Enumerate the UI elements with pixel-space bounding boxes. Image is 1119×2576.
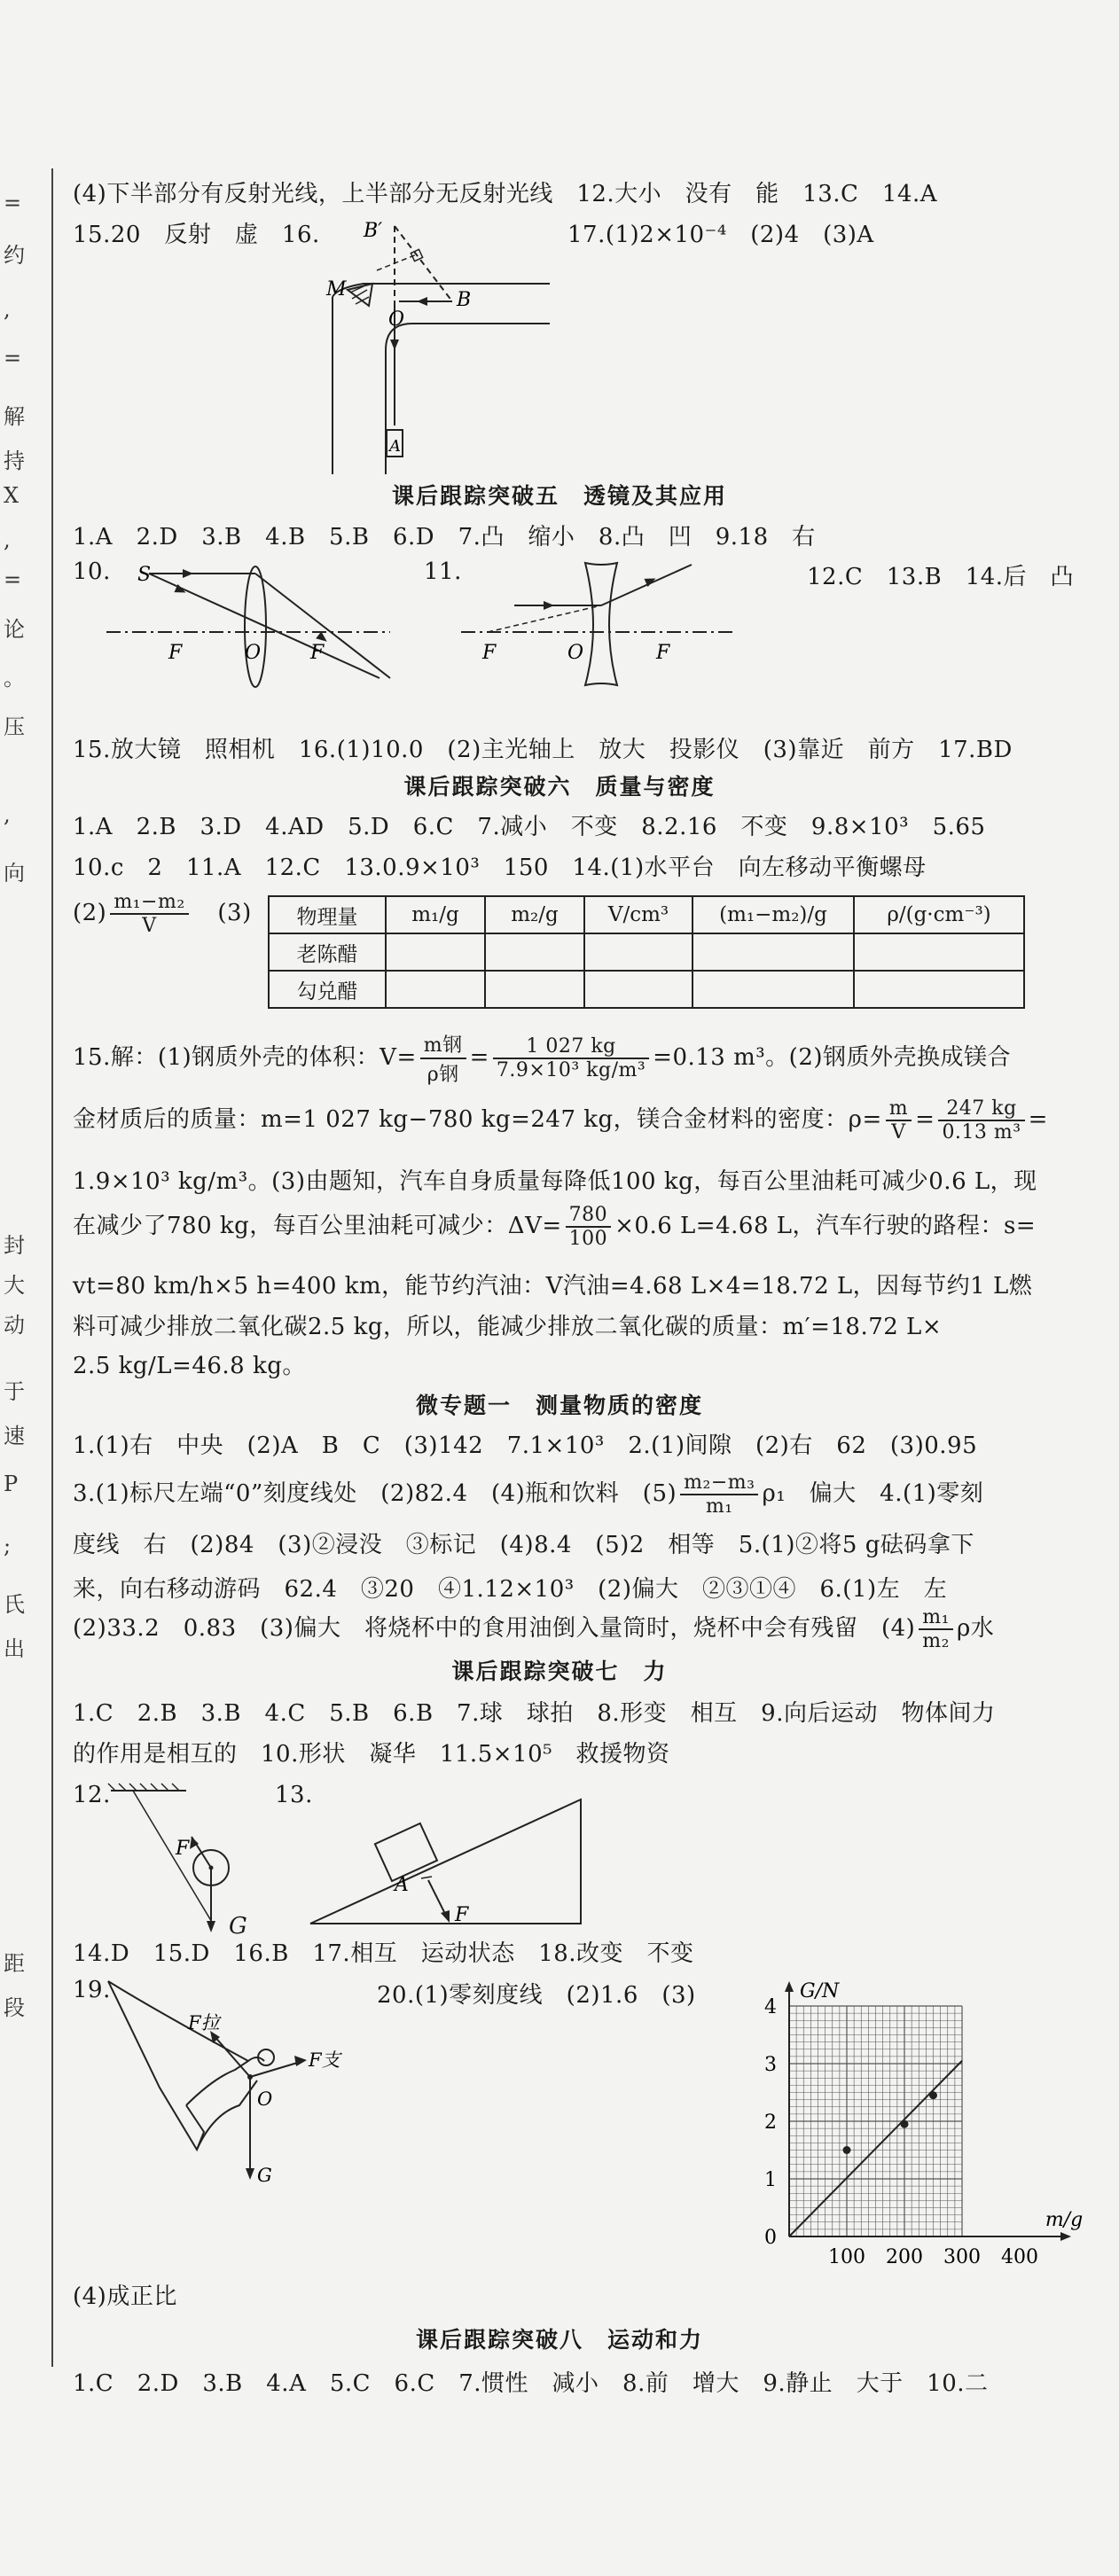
table-cell [584, 933, 693, 971]
g-m-graph [736, 1966, 1084, 2276]
fraction-denominator: ρ钢 [426, 1064, 459, 1086]
margin-char: 于 [4, 1379, 25, 1404]
table-header-cell: (m₁−m₂)/g [693, 896, 854, 933]
answer-line [73, 891, 252, 937]
y-tick-label: 1 [764, 2169, 777, 2191]
answer-line: 1.C 2.D 3.B 4.A 5.C 6.C 7.惯性 减小 8.前 增大 9.静止 大于 10.二 [73, 2370, 989, 2397]
label-f-left: F [482, 642, 497, 664]
answer-line: 10. [73, 558, 111, 585]
y-tick-label: 3 [764, 2054, 777, 2076]
left-margin-fragments [0, 133, 35, 2127]
table-header-cell: ρ/(g·cm⁻³) [854, 896, 1024, 933]
answer-line: 的作用是相互的 10.形状 凝华 11.5×10⁵ 救援物资 [73, 1741, 670, 1768]
label-f-right: F [310, 642, 325, 664]
label-m: M [326, 278, 347, 301]
margin-char: 压 [4, 714, 25, 739]
y-tick-label: 4 [764, 1996, 777, 2018]
label-f-pull: F拉 [188, 2012, 220, 2033]
label-f: F [176, 1838, 190, 1860]
fraction-numerator: m₂−m₃ [680, 1471, 758, 1495]
figure-13-block-on-incline [306, 1795, 590, 1928]
text: ×0.6 L=4.68 L，汽车行驶的路程：s= [614, 1213, 1037, 1239]
answer-line: vt=80 km/h×5 h=400 km，能节约汽油：V汽油=4.68 L×4=18.72 L，因每节约1 L燃 [73, 1273, 1033, 1300]
table-header-cell: V/cm³ [584, 896, 693, 933]
section-heading: 课后跟踪突破八 运动和力 [415, 2327, 703, 2353]
line-suffix: (3) [217, 900, 252, 926]
answer-line [73, 1471, 983, 1518]
margin-char: 论 [4, 617, 25, 642]
margin-char: = [4, 346, 22, 371]
figure-19-rock-climber [98, 1981, 381, 2212]
fraction-numerator: 1 027 kg [493, 1035, 649, 1059]
text: ρ₁ 偏大 4.(1)零刻 [762, 1480, 984, 1507]
answer-line: (4)成正比 [73, 2283, 177, 2310]
text: ρ水 [956, 1615, 995, 1642]
margin-char: 速 [4, 1424, 25, 1448]
fraction [493, 1035, 649, 1081]
margin-char: 段 [4, 1995, 25, 2020]
y-axis-arrow [785, 1981, 794, 1992]
data-point [929, 2091, 937, 2099]
fraction [919, 1606, 953, 1652]
table-header-cell: m₂/g [485, 896, 584, 933]
x-tick-label: 100 [828, 2246, 865, 2268]
table-header-cell: 物理量 [269, 896, 386, 933]
figure-11-concave-lens [452, 554, 745, 687]
margin-char: 持 [4, 449, 25, 473]
answer-line: 14.D 15.D 16.B 17.相互 运动状态 18.改变 不变 [73, 1940, 694, 1967]
answer-line [73, 1097, 1048, 1144]
label-o: O [257, 2088, 273, 2110]
section-heading: 微专题一 测量物质的密度 [415, 1393, 703, 1418]
fraction-denominator: V [142, 915, 157, 937]
label-f-left: F [168, 642, 183, 664]
fraction-denominator: m₁ [705, 1495, 733, 1518]
line-prefix: (2) [73, 900, 107, 926]
x-axis-arrow [1060, 2232, 1071, 2241]
data-point [901, 2120, 909, 2128]
answer-line: 20.(1)零刻度线 (2)1.6 (3) [377, 1982, 696, 2009]
answer-line: 1.C 2.B 3.B 4.C 5.B 6.B 7.球 球拍 8.形变 相互 9.向后运动 物体间力 [73, 1700, 996, 1727]
answer-line [73, 1030, 1011, 1087]
margin-char: , [4, 297, 11, 322]
table-cell [485, 971, 584, 1008]
fraction [420, 1030, 466, 1087]
answer-line: 12. [73, 1782, 111, 1808]
margin-char: 大 [4, 1273, 25, 1298]
margin-char: 动 [4, 1313, 25, 1338]
margin-char: 约 [4, 243, 25, 268]
label-o: O [245, 642, 262, 664]
section-heading: 课后跟踪突破六 质量与密度 [403, 774, 716, 800]
fraction-denominator: m₂ [922, 1630, 950, 1652]
margin-char: 出 [4, 1636, 25, 1661]
margin-char: ; [4, 1534, 12, 1558]
answer-line: (4)下半部分有反射光线，上半部分无反射光线 12.大小 没有 能 13.C 14.A [73, 181, 938, 207]
fraction-numerator: 247 kg [938, 1097, 1024, 1121]
label-s: S [137, 564, 152, 586]
label-a: A [389, 437, 401, 456]
margin-char: X [4, 483, 20, 508]
text: 15.解：(1)钢质外壳的体积：V= [73, 1044, 417, 1071]
fraction-numerator: 780 [566, 1204, 612, 1228]
fraction-numerator: m [886, 1097, 912, 1121]
answer-line: 2.5 kg/L=46.8 kg。 [73, 1353, 306, 1379]
section-heading: 课后跟踪突破五 透镜及其应用 [391, 483, 727, 509]
fraction-numerator: m钢 [420, 1030, 466, 1059]
fraction [566, 1204, 612, 1250]
section-heading: 课后跟踪突破七 力 [451, 1659, 668, 1684]
fraction [680, 1471, 758, 1518]
answer-line: 1.(1)右 中央 (2)A B C (3)142 7.1×10³ 2.(1)间隙 (2)右 62 (3)0.95 [73, 1432, 978, 1459]
answer-line [73, 1204, 1036, 1250]
fraction-denominator: 100 [568, 1228, 608, 1250]
label-o: O [388, 308, 405, 331]
answer-line: 17.(1)2×10⁻⁴ (2)4 (3)A [567, 222, 874, 248]
margin-char: 。 [4, 666, 25, 691]
fraction-denominator: 0.13 m³ [942, 1121, 1021, 1144]
label-f-support: F支 [309, 2049, 340, 2071]
answer-line: 来，向右移动游码 62.4 ③20 ④1.12×10³ (2)偏大 ②③①④ 6.(1)左 左 [73, 1576, 948, 1603]
text: =0.13 m³。(2)钢质外壳换成镁合 [653, 1044, 1012, 1071]
answer-line: 1.A 2.B 3.D 4.AD 5.D 6.C 7.减小 不变 8.2.16 不变 9.8×10³ 5.65 [73, 814, 986, 840]
fraction-denominator: V [891, 1121, 906, 1144]
x-tick-label: 300 [943, 2246, 981, 2268]
y-axis-label: G/N [800, 1980, 840, 2002]
answer-line: 10.c 2 11.A 12.C 13.0.9×10³ 150 14.(1)水平台 向左移动平衡螺母 [73, 855, 927, 881]
label-b: B [457, 289, 472, 311]
text: = [915, 1106, 935, 1133]
margin-char: 封 [4, 1233, 25, 1258]
x-tick-label: 200 [886, 2246, 923, 2268]
answer-line: 料可减少排放二氧化碳2.5 kg，所以，能减少排放二氧化碳的质量：m′=18.72 L× [73, 1314, 943, 1340]
answer-line [73, 1606, 994, 1652]
label-g: G [229, 1913, 248, 1940]
margin-char: , [4, 802, 11, 827]
origin-label: 0 [764, 2227, 777, 2249]
table-cell [854, 933, 1024, 971]
fraction [938, 1097, 1024, 1144]
fraction-numerator: m₁ [919, 1606, 953, 1630]
text: 金材质后的质量：m=1 027 kg−780 kg=247 kg，镁合金材料的密度：ρ= [73, 1106, 882, 1133]
table-cell [854, 971, 1024, 1008]
table-cell [485, 933, 584, 971]
table-cell [386, 971, 485, 1008]
margin-char: 解 [4, 404, 25, 429]
fraction-numerator: m₁−m₂ [110, 891, 188, 915]
answer-line: 13. [275, 1782, 313, 1808]
answer-line: 19. [73, 1977, 111, 2003]
margin-char: = [4, 567, 22, 592]
table-row [269, 933, 1024, 971]
margin-char: 氏 [4, 1592, 25, 1617]
label-a: A [395, 1874, 409, 1896]
label-g: G [257, 2165, 272, 2186]
answer-line: 1.A 2.D 3.B 4.B 5.B 6.D 7.凸 缩小 8.凸 凹 9.18 右 [73, 524, 816, 550]
text: 3.(1)标尺左端“0”刻度线处 (2)82.4 (4)瓶和饮料 (5) [73, 1480, 677, 1507]
figure-10-convex-lens [98, 554, 417, 687]
margin-char: P [4, 1471, 19, 1496]
answer-line: 12.C 13.B 14.后 凸 [807, 564, 1075, 590]
x-tick-label: 400 [1001, 2246, 1038, 2268]
text: 在减少了780 kg，每百公里油耗可减少：ΔV= [73, 1213, 562, 1239]
answer-line: 15.20 反射 虚 16. [73, 222, 320, 248]
table-header-cell: m₁/g [386, 896, 485, 933]
data-point [843, 2146, 851, 2154]
label-f: F [455, 1904, 469, 1926]
x-axis-label: m/g [1045, 2209, 1084, 2231]
answer-line: 11. [424, 558, 462, 585]
answer-line: 度线 右 (2)84 (3)②浸没 ③标记 (4)8.4 (5)2 相等 5.(1)②将5 g砝码拿下 [73, 1532, 974, 1558]
fraction [110, 891, 188, 937]
margin-char: 向 [4, 861, 25, 886]
label-o: O [567, 642, 584, 664]
margin-char: 距 [4, 1951, 25, 1976]
figure-16-reflection-diagram [328, 217, 594, 483]
answer-line: 1.9×10³ kg/m³。(3)由题知，汽车自身质量每降低100 kg，每百公里油耗可减少0.6 L，现 [73, 1168, 1037, 1195]
table-cell [584, 971, 693, 1008]
data-table [268, 895, 1025, 1009]
table-cell: 勾兑醋 [269, 971, 386, 1008]
margin-char: , [4, 527, 11, 552]
text: (2)33.2 0.83 (3)偏大 将烧杯中的食用油倒入量筒时，烧杯中会有残留 (4) [73, 1615, 916, 1642]
table-header-row [269, 896, 1024, 933]
answer-line: 15.放大镜 照相机 16.(1)10.0 (2)主光轴上 放大 投影仪 (3)靠近 前方 17.BD [73, 737, 1013, 763]
text: = [1028, 1106, 1048, 1133]
table-cell [693, 933, 854, 971]
text: = [469, 1044, 489, 1071]
table-cell [693, 971, 854, 1008]
table-cell: 老陈醋 [269, 933, 386, 971]
table-row [269, 971, 1024, 1008]
label-b-prime: B′ [364, 220, 383, 242]
figure-12-hanging-ball [106, 1784, 239, 1934]
y-tick-label: 2 [764, 2112, 777, 2134]
fraction-denominator: 7.9×10³ kg/m³ [496, 1059, 646, 1081]
label-f-right: F [656, 642, 670, 664]
margin-char: = [4, 191, 22, 215]
fraction [886, 1097, 912, 1144]
table-cell [386, 933, 485, 971]
